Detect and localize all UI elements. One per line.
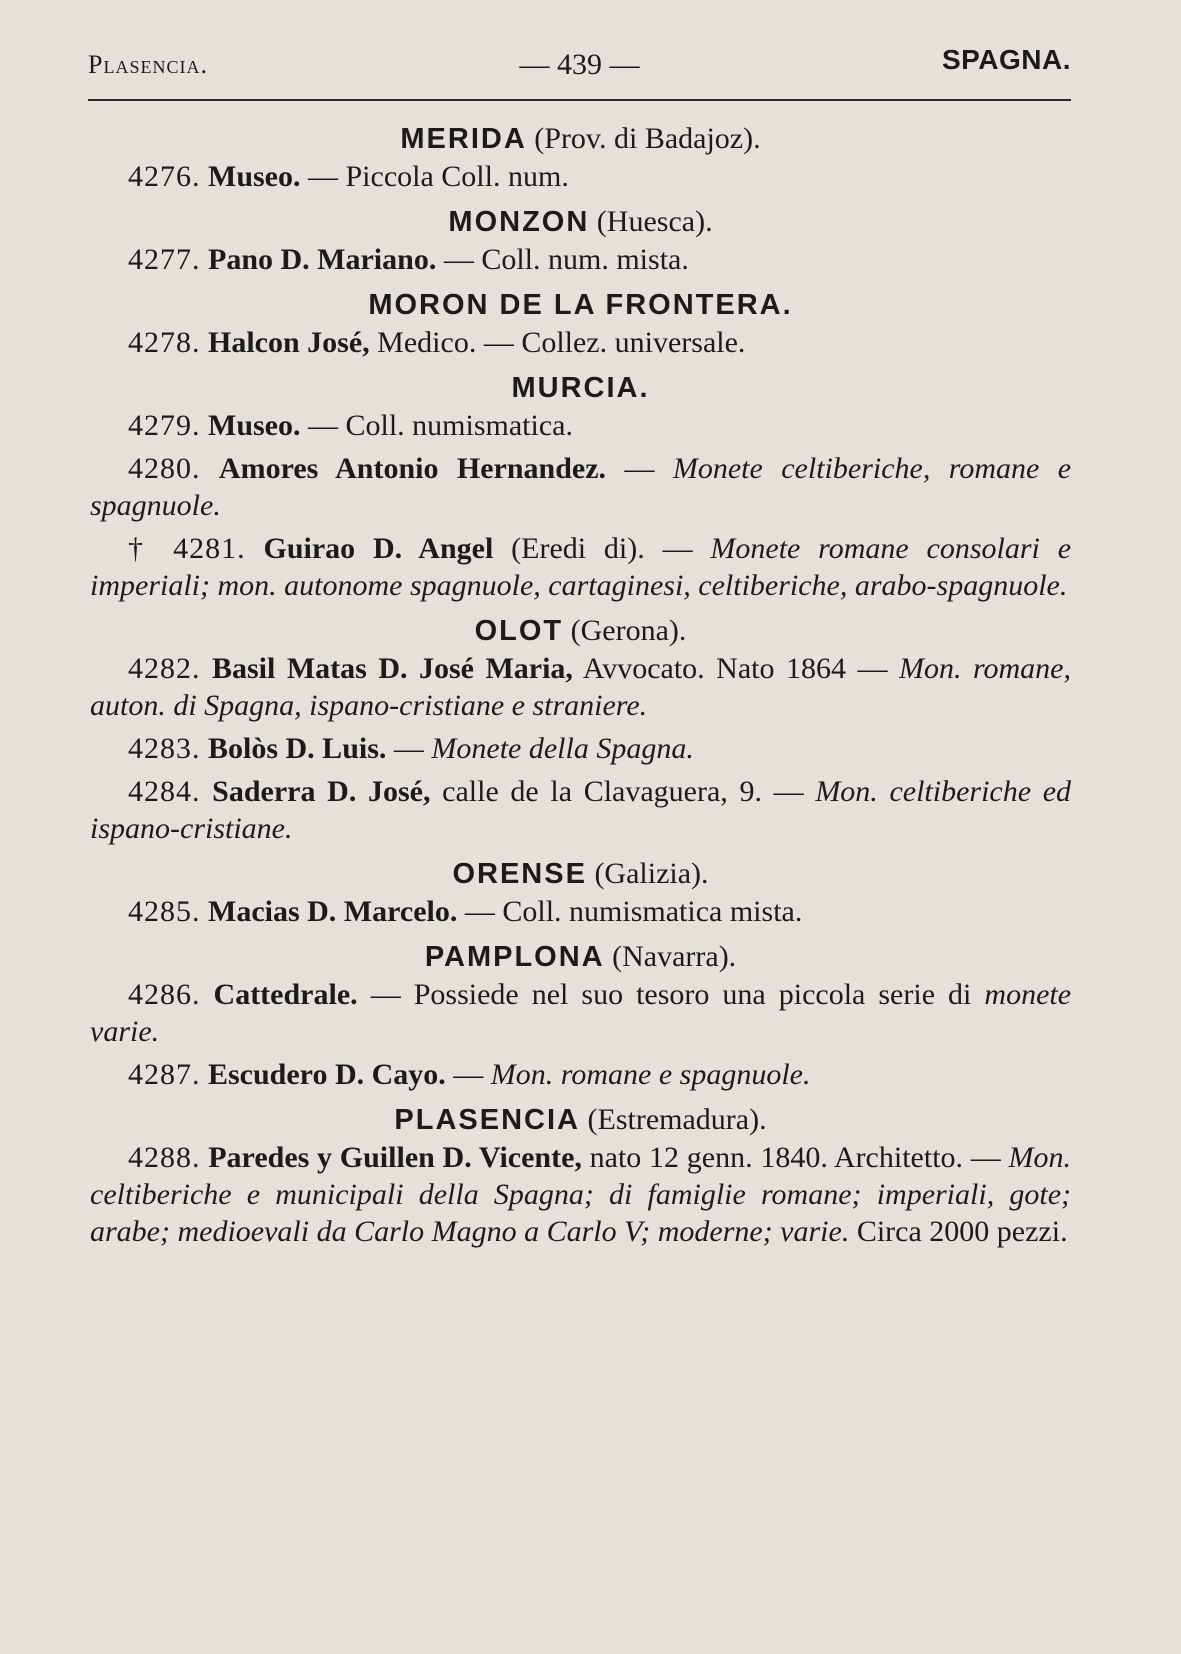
city-province: (Navarra). xyxy=(612,940,737,973)
collection-entry xyxy=(90,450,1071,524)
collector-name: Paredes y Guillen D. Vicente, xyxy=(208,1141,582,1174)
collector-name: Escudero D. Cayo. xyxy=(208,1058,446,1091)
city-name: ORENSE xyxy=(452,858,587,890)
page-header xyxy=(88,44,1071,88)
collector-name: Museo. xyxy=(208,160,301,193)
collector-name: Museo. xyxy=(208,409,301,442)
entry-number: 4277. xyxy=(128,243,201,276)
collector-details: nato 12 genn. 1840. Architetto. xyxy=(589,1141,964,1174)
collector-name: Saderra D. José, xyxy=(212,775,431,808)
collection-entry xyxy=(90,158,1071,195)
collector-name: Pano D. Mariano. xyxy=(208,243,437,276)
city-heading xyxy=(90,1101,1071,1139)
entry-number: 4278. xyxy=(128,326,201,359)
city-name: MERIDA xyxy=(400,123,527,155)
city-heading xyxy=(90,286,1071,324)
directory-listing xyxy=(90,120,1071,1256)
collection-description: — Coll. numismatica. xyxy=(308,409,573,442)
city-heading xyxy=(90,369,1071,407)
running-title: Plasencia. xyxy=(88,50,208,79)
collection-entry xyxy=(90,407,1071,444)
collection-description: — xyxy=(393,732,424,765)
entry-number: 4280. xyxy=(128,452,201,485)
city-name: MONZON xyxy=(448,206,590,238)
city-heading xyxy=(90,938,1071,976)
collection-description-italic: Mon. celtiberiche e municipali della Spagna; di famiglie romane; imperiali, gote; arabe; medioevali da Carlo Magno a Carlo V; moderne; varie. xyxy=(90,1141,1071,1248)
collection-description-italic: Mon. celtiberiche ed ispano-cristiane. xyxy=(90,775,1072,845)
collection-description: — Collez. universale. xyxy=(483,326,746,359)
entry-number: 4276. xyxy=(128,160,201,193)
entry-number: 4279. xyxy=(128,409,201,442)
collection-entry xyxy=(90,650,1071,724)
city-heading xyxy=(90,203,1071,241)
collection-description-italic: Monete romane consolari e imperiali; mon. autonome spagnuole, cartaginesi, celtiberiche, arabo-spagnuole. xyxy=(90,532,1072,602)
collection-description-italic: monete varie. xyxy=(90,978,1072,1048)
collection-entry xyxy=(90,241,1071,278)
collection-entry xyxy=(90,976,1071,1050)
entry-number: 4285. xyxy=(128,895,201,928)
collector-name: Amores Antonio Hernandez. xyxy=(218,452,607,485)
collector-details: (Eredi di). xyxy=(511,532,645,565)
page-number: — 439 — xyxy=(519,48,640,81)
collection-entry xyxy=(90,773,1071,847)
collection-description: — xyxy=(773,775,804,808)
city-name: OLOT xyxy=(474,615,564,647)
collection-description: — xyxy=(453,1058,484,1091)
city-province: (Huesca). xyxy=(596,205,713,238)
city-province: (Gerona). xyxy=(570,614,687,647)
city-name: MORON DE LA FRONTERA. xyxy=(368,289,793,321)
city-heading xyxy=(90,612,1071,650)
collection-description: — Coll. numismatica mista. xyxy=(464,895,803,928)
entry-number: 4282. xyxy=(128,652,201,685)
collection-description-italic: Mon. romane, auton. di Spagna, ispano-cristiane e straniere. xyxy=(90,652,1071,722)
city-heading xyxy=(90,120,1071,158)
collection-entry xyxy=(90,1056,1071,1093)
collector-name: Bolòs D. Luis. xyxy=(208,732,387,765)
collection-entry xyxy=(90,1139,1071,1250)
entry-number: † 4281. xyxy=(128,532,246,565)
collection-note: Circa 2000 pezzi. xyxy=(856,1215,1068,1248)
collection-description-italic: Monete della Spagna. xyxy=(431,732,694,765)
entry-number: 4286. xyxy=(128,978,201,1011)
collection-description: — xyxy=(624,452,655,485)
collection-description: — Coll. num. mista. xyxy=(443,243,689,276)
section-title: SPAGNA. xyxy=(942,44,1071,75)
collector-name: Halcon José, xyxy=(208,326,370,359)
header-rule xyxy=(88,99,1071,101)
collection-description: — xyxy=(662,532,693,565)
collector-name: Basil Matas D. José Maria, xyxy=(212,652,573,685)
collector-details: calle de la Clavaguera, 9. xyxy=(442,775,762,808)
collector-details: Avvocato. Nato 1864 xyxy=(582,652,846,685)
entry-number: 4284. xyxy=(128,775,201,808)
city-province: (Galizia). xyxy=(594,857,709,890)
collector-name: Cattedrale. xyxy=(213,978,358,1011)
city-name: PLASENCIA xyxy=(394,1104,580,1136)
collector-name: Guirao D. Angel xyxy=(263,532,494,565)
city-province: (Prov. di Badajoz). xyxy=(534,122,761,155)
collector-name: Macias D. Marcelo. xyxy=(208,895,458,928)
entry-number: 4288. xyxy=(128,1141,201,1174)
collection-description: — xyxy=(970,1141,1001,1174)
city-name: PAMPLONA xyxy=(424,941,605,973)
collector-details: Medico. xyxy=(377,326,477,359)
collection-entry xyxy=(90,730,1071,767)
collection-description: — Possiede nel suo tesoro una piccola serie di xyxy=(370,978,972,1011)
city-province: (Estremadura). xyxy=(587,1103,767,1136)
entry-number: 4283. xyxy=(128,732,201,765)
collection-description-italic: Monete celtiberiche, romane e spagnuole. xyxy=(90,452,1072,522)
city-heading xyxy=(90,855,1071,893)
collection-description: — Piccola Coll. num. xyxy=(308,160,569,193)
collection-description-italic: Mon. romane e spagnuole. xyxy=(490,1058,811,1091)
city-name: MURCIA. xyxy=(511,372,650,404)
entry-number: 4287. xyxy=(128,1058,201,1091)
collection-entry xyxy=(90,324,1071,361)
collection-entry xyxy=(90,893,1071,930)
collection-description: — xyxy=(857,652,888,685)
collection-entry xyxy=(90,530,1071,604)
